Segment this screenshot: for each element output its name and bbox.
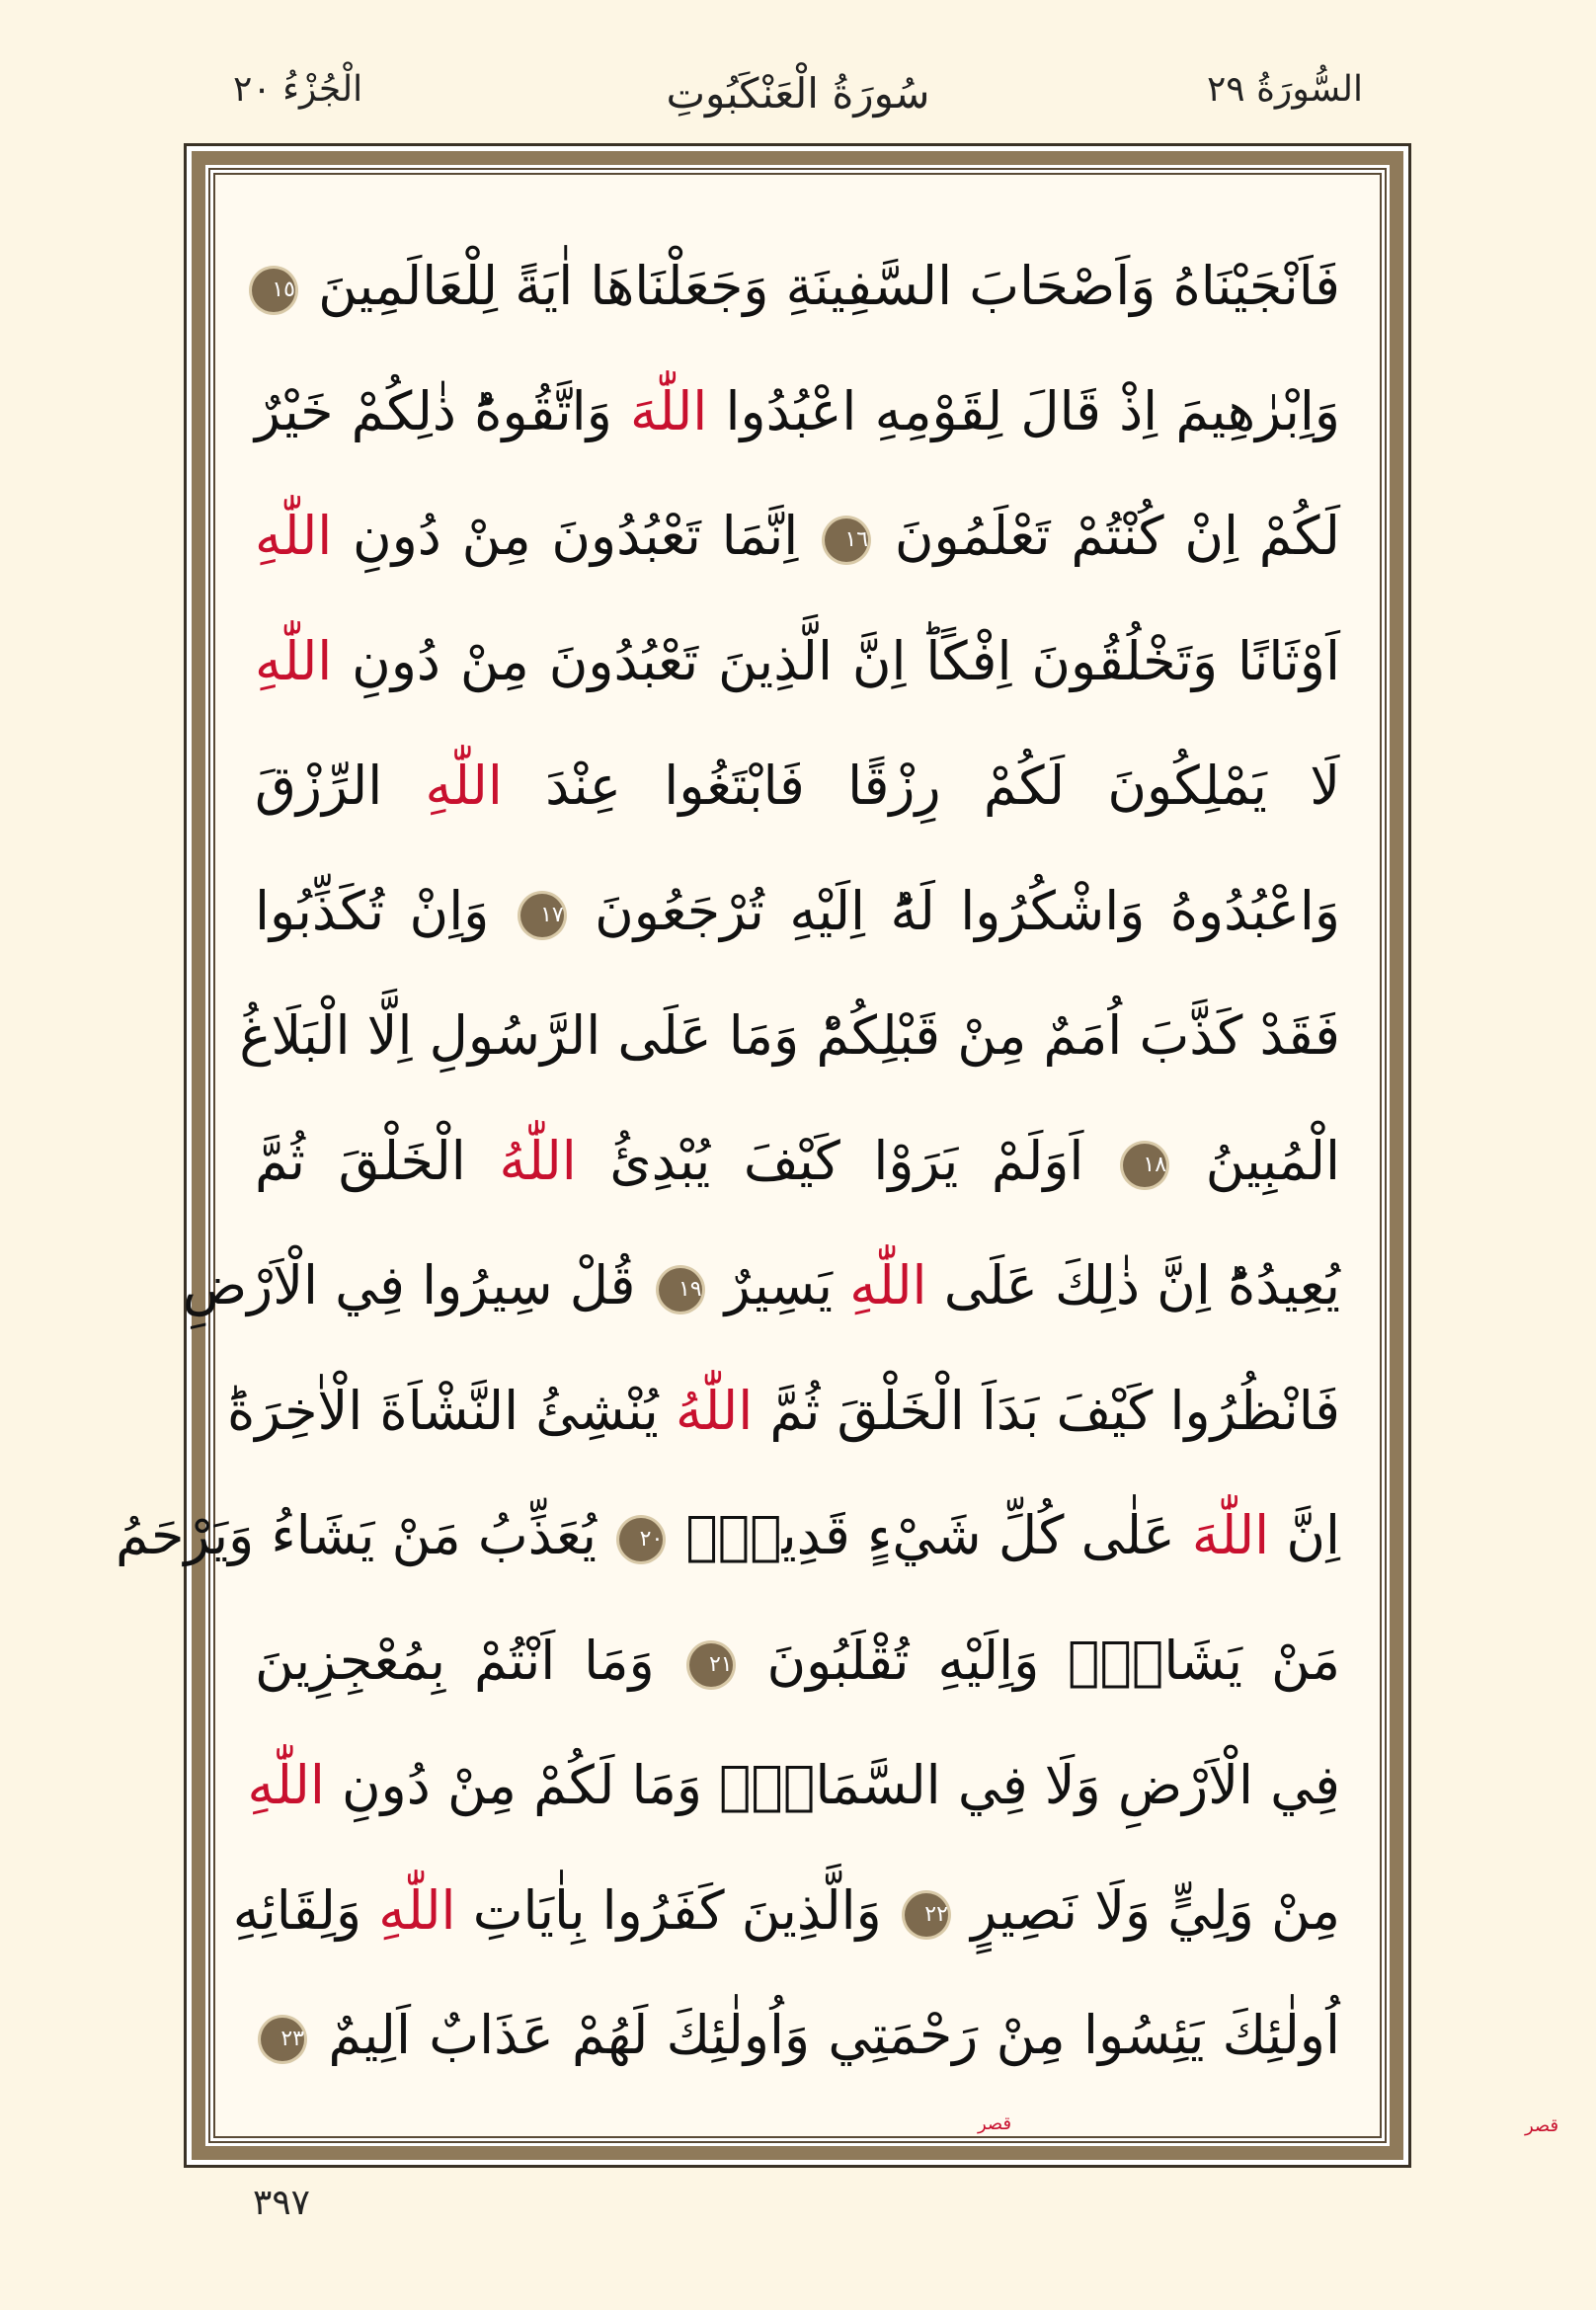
- divine-name: اللّٰهَ: [629, 379, 708, 442]
- verse-line: [255, 474, 1340, 599]
- verse-text: وَاِبْرٰهِيمَ اِذْ قَالَ لِقَوْمِهِ اعْبُدُوا: [707, 379, 1340, 442]
- juz-label: الْجُزْءُ ٢٠: [233, 69, 363, 110]
- verse-text: فِي الْاَرْضِ وَلَا فِي السَّمَاءِۘ وَمَا لَكُمْ مِنْ دُونِ: [324, 1754, 1340, 1816]
- verse-text: يُعَذِّبُ مَنْ يَشَاءُ وَيَرْحَمُ: [116, 1504, 598, 1566]
- verse-text: وَاتَّقُوهُؕ ذٰلِكُمْ خَيْرٌ: [255, 379, 612, 442]
- verse-text: مِنْ وَلِيٍّ وَلَا نَصِيرٍ: [971, 1878, 1340, 1942]
- verse-text: فَقَدْ كَذَّبَ اُمَمٌ مِنْ قَبْلِكُمْؕ وَمَا عَلَى الرَّسُولِ اِلَّا الْبَلَاغُ: [239, 1004, 1340, 1067]
- verse-line: [255, 724, 1340, 849]
- verse-line: [255, 849, 1340, 975]
- verse-text: فَانْظُرُوا كَيْفَ بَدَاَ الْخَلْقَ ثُمَّ: [753, 1379, 1340, 1442]
- divine-name: اللّٰهِ: [255, 505, 333, 567]
- verse-text: يُنْشِئُ النَّشْاَةَ الْاٰخِرَةَؕ: [226, 1379, 659, 1442]
- ayah-number-marker: ١٧: [520, 894, 564, 937]
- verse-text: الْمُبِينُ: [1205, 1129, 1341, 1192]
- verse-text: وَاِنْ تُكَذِّبُوا: [255, 879, 490, 942]
- ayah-number-marker: ١٥: [252, 269, 295, 312]
- divine-name: اللّٰهِ: [247, 1754, 325, 1816]
- verse-text: لَكُمْ اِنْ كُنْتُمْ تَعْلَمُونَ: [894, 505, 1340, 567]
- ayah-number-marker: ٢١: [689, 1643, 733, 1687]
- verse-text: اَوْثَانًا وَتَخْلُقُونَ اِفْكًاؕ اِنَّ الَّذِينَ تَعْبُدُونَ مِنْ دُونِ: [332, 629, 1340, 692]
- ayah-number-marker: ١٦: [825, 518, 868, 562]
- ayah-number-marker: ٢٢: [905, 1893, 948, 1937]
- verse-text: اِنَّ: [1269, 1504, 1340, 1566]
- qasr-note: قصر: [1525, 2115, 1559, 2136]
- verse-line: [247, 1723, 1340, 1849]
- verse-line: [255, 1973, 1340, 2099]
- ayah-number-marker: ١٩: [659, 1268, 702, 1312]
- verse-text: اِنَّمَا تَعْبُدُونَ مِنْ دُونِ: [332, 505, 799, 567]
- surah-title: سُورَةُ الْعَنْكَبُوتِ: [666, 69, 930, 118]
- page-header: [0, 69, 1596, 138]
- verse-text: يُعِيدُهُؕ اِنَّ ذٰلِكَ عَلَى: [926, 1254, 1340, 1316]
- verse-lines: [116, 224, 1341, 2099]
- verse-line: [182, 1224, 1340, 1349]
- divine-name: اللّٰهِ: [425, 755, 503, 817]
- ayah-number-marker: ١٨: [1123, 1144, 1166, 1187]
- verse-text: الرِّزْقَ: [255, 755, 383, 817]
- page-number: ٣٩٧: [253, 2183, 311, 2223]
- verse-text: الْخَلْقَ ثُمَّ: [255, 1129, 466, 1192]
- verse-text: لَا يَمْلِكُونَ لَكُمْ رِزْقًا فَابْتَغُوا عِنْدَ: [502, 755, 1340, 817]
- divine-name: اللّٰهِ: [378, 1878, 456, 1942]
- verse-line: [232, 1849, 1340, 1974]
- verse-line: [226, 1349, 1340, 1474]
- verse-text: يَسِيرٌ: [724, 1254, 834, 1316]
- divine-name: اللّٰهُ: [675, 1379, 754, 1442]
- verse-line: [255, 1099, 1340, 1225]
- verse-text: قُلْ سِيرُوا فِي الْاَرْضِ: [182, 1254, 636, 1316]
- verse-text: فَاَنْجَيْنَاهُ وَاَصْحَابَ السَّفِينَةِ وَجَعَلْنَاهَا اٰيَةً لِلْعَالَمِينَ: [318, 255, 1340, 317]
- ayah-number-marker: ٢٣: [261, 2018, 304, 2061]
- verse-text: اُولٰئِكَ يَئِسُوا مِنْ رَحْمَتِي وَاُولٰئِكَ لَهُمْ عَذَابٌ اَلِيمٌ: [328, 2004, 1340, 2066]
- verse-line: [255, 599, 1340, 725]
- verse-line: [255, 350, 1340, 475]
- verse-line: [239, 974, 1340, 1099]
- divine-name: اللّٰهُ: [499, 1129, 577, 1192]
- qasr-note: قصر: [978, 2113, 1012, 2134]
- verse-line: [255, 1599, 1340, 1724]
- divine-name: اللّٰهَ: [1191, 1504, 1270, 1566]
- verse-text: وَلِقَائِهِ: [232, 1878, 362, 1942]
- verse-text: وَاعْبُدُوهُ وَاشْكُرُوا لَهُؕ اِلَيْهِ تُرْجَعُونَ: [595, 879, 1341, 942]
- verse-text: عَلٰى كُلِّ شَيْءٍ قَدِيرٌۚ: [685, 1504, 1175, 1566]
- verse-text: اَوَلَمْ يَرَوْا كَيْفَ يُبْدِئُ: [576, 1129, 1084, 1192]
- divine-name: اللّٰهِ: [255, 629, 333, 692]
- divine-name: اللّٰهِ: [849, 1254, 927, 1316]
- surah-number-label: السُّورَةُ ٢٩: [1206, 69, 1363, 110]
- verse-line: [116, 1474, 1340, 1599]
- quran-text-area: [116, 173, 1559, 2138]
- verse-text: وَالَّذِينَ كَفَرُوا بِاٰيَاتِ: [455, 1878, 882, 1942]
- verse-text: وَمَا اَنْتُمْ بِمُعْجِزِينَ: [255, 1629, 655, 1692]
- ayah-number-marker: ٢٠: [619, 1518, 663, 1561]
- verse-line: [255, 224, 1340, 350]
- verse-text: مَنْ يَشَاءُۚ وَاِلَيْهِ تُقْلَبُونَ: [766, 1629, 1341, 1692]
